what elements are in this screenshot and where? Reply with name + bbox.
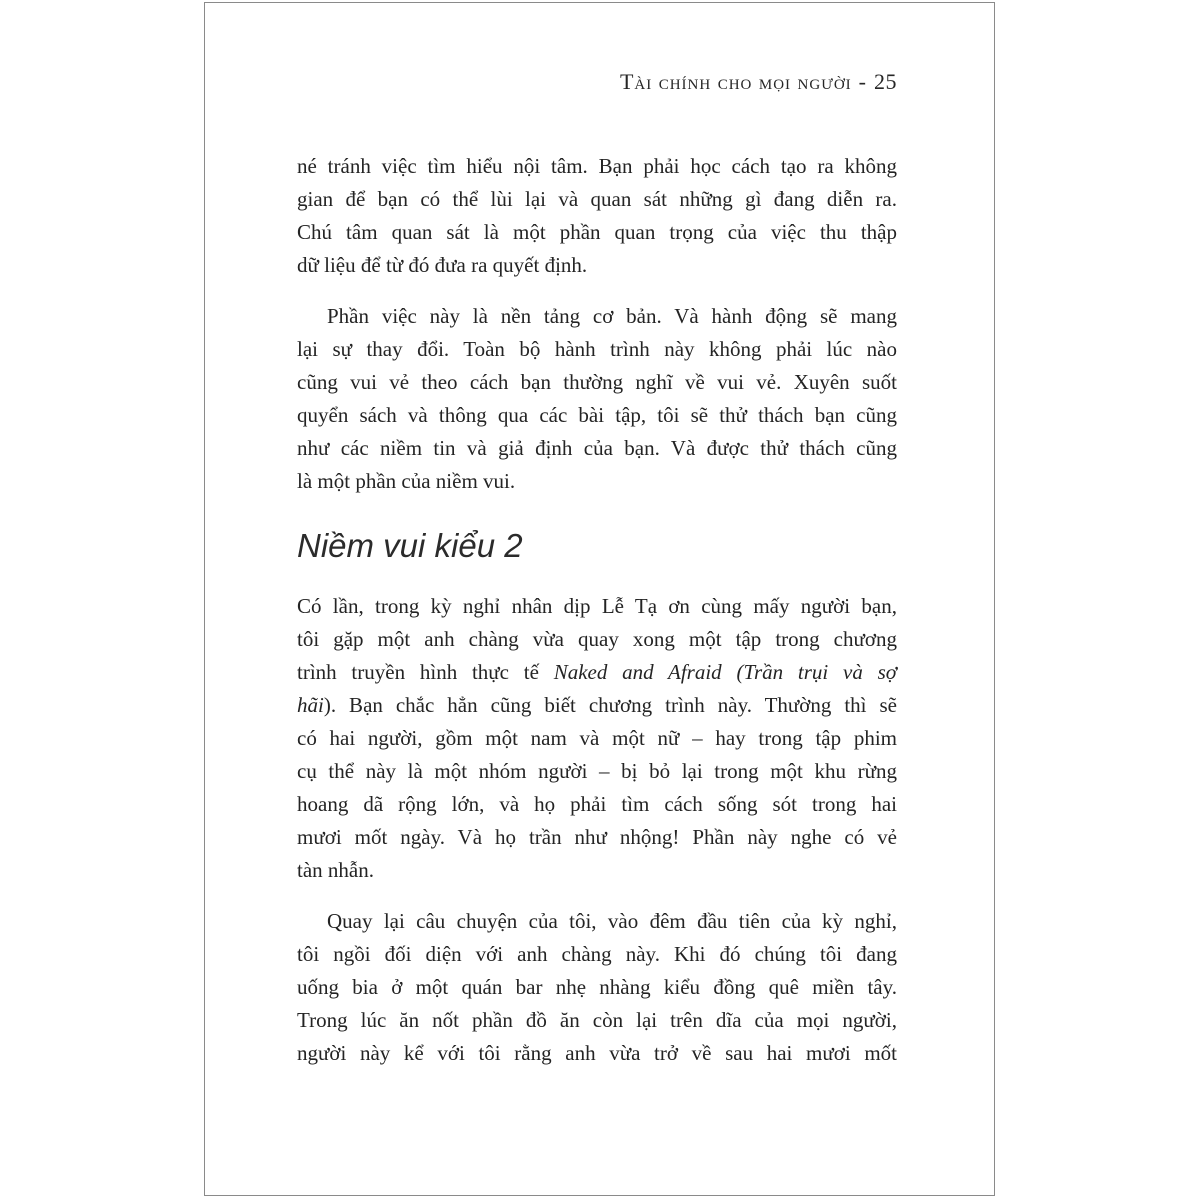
text-line [297, 656, 897, 689]
text-line [297, 689, 897, 722]
text-line: tôi gặp một anh chàng vừa quay xong một tập trong chương [297, 627, 897, 651]
running-head-separator: - [858, 69, 867, 94]
text-line: Quay lại câu chuyện của tôi, vào đêm đầu tiên của kỳ nghỉ, [327, 909, 897, 933]
section-heading: Niềm vui kiểu 2 [297, 527, 523, 564]
text-line: cũng vui vẻ theo cách bạn thường nghĩ về vui vẻ. Xuyên suốt [297, 370, 897, 394]
text-segment: ). Bạn chắc hẳn cũng biết chương trình này. Thường thì sẽ [323, 693, 897, 717]
text-line: hoang dã rộng lớn, và họ phải tìm cách sống sót trong hai [297, 792, 897, 816]
text-line: tôi ngồi đối diện với anh chàng này. Khi đó chúng tôi đang [297, 942, 897, 966]
text-line: Có lần, trong kỳ nghỉ nhân dịp Lễ Tạ ơn cùng mấy người bạn, [297, 594, 897, 618]
page-number: 25 [874, 69, 897, 94]
text-line: Chú tâm quan sát là một phần quan trọng của việc thu thập [297, 220, 897, 244]
text-line: quyển sách và thông qua các bài tập, tôi sẽ thử thách bạn cũng [297, 403, 897, 427]
running-head-title: Tài chính cho mọi người [619, 69, 852, 94]
text-line: lại sự thay đổi. Toàn bộ hành trình này không phải lúc nào [297, 337, 897, 361]
paragraph [297, 300, 897, 498]
text-line: có hai người, gồm một nam và một nữ – hay trong tập phim [297, 726, 897, 750]
book-page [204, 2, 995, 1196]
text-line: tàn nhẫn. [297, 858, 374, 882]
text-line: Phần việc này là nền tảng cơ bản. Và hành động sẽ mang [327, 304, 897, 328]
text-line: người này kể với tôi rằng anh vừa trở về sau hai mươi mốt [297, 1041, 897, 1065]
text-line: gian để bạn có thể lùi lại và quan sát những gì đang diễn ra. [297, 187, 897, 211]
text-line: dữ liệu để từ đó đưa ra quyết định. [297, 253, 588, 277]
text-line: né tránh việc tìm hiểu nội tâm. Bạn phải học cách tạo ra không [297, 154, 897, 178]
show-title-italic: hãi [297, 693, 324, 717]
text-line: uống bia ở một quán bar nhẹ nhàng kiểu đồng quê miền tây. [297, 975, 897, 999]
text-line: mươi mốt ngày. Và họ trần như nhộng! Phần này nghe có vẻ [297, 825, 897, 849]
text-segment: trình truyền hình thực tế [297, 660, 554, 684]
text-line: như các niềm tin và giả định của bạn. Và được thử thách cũng [297, 436, 897, 460]
text-line: là một phần của niềm vui. [297, 469, 516, 493]
text-line: cụ thể này là một nhóm người – bị bỏ lại trong một khu rừng [297, 759, 897, 783]
paragraph [297, 590, 897, 887]
show-title-italic: Naked and Afraid (Trần trụi và sợ [553, 660, 897, 684]
running-head [297, 67, 897, 97]
paragraph [297, 905, 897, 1070]
paragraph [297, 150, 897, 282]
text-line: Trong lúc ăn nốt phần đồ ăn còn lại trên dĩa của mọi người, [297, 1008, 897, 1032]
